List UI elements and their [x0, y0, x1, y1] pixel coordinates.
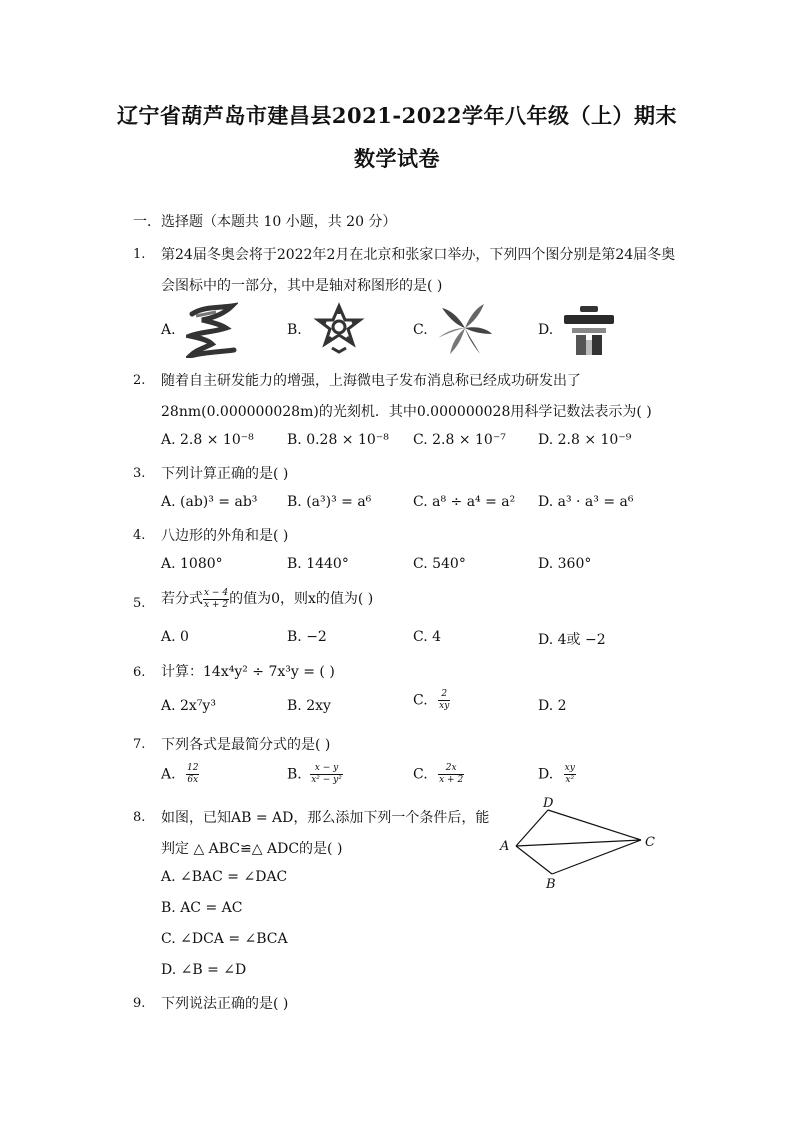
option-d: D. 360°	[538, 556, 592, 572]
option-label: D.	[538, 766, 554, 783]
question-text: 八边形的外角和是( )	[161, 528, 289, 544]
fraction-denominator: xy	[439, 701, 450, 711]
option-label: C.	[413, 322, 428, 338]
question-number: 9.	[133, 996, 146, 1011]
fraction	[438, 690, 450, 711]
point-label-d: D	[543, 796, 554, 811]
point-label-b: B	[546, 877, 556, 892]
option-a: A. 0	[161, 629, 189, 645]
option-label: C.	[413, 692, 428, 709]
page-title: 辽宁省葫芦岛市建昌县2021-2022学年八年级（上）期末	[116, 103, 678, 128]
option-a	[161, 764, 199, 785]
point-label-c: C	[645, 835, 655, 850]
question-text: 第24届冬奥会将于2022年2月在北京和张家口举办，下列四个图分别是第24届冬奥	[161, 247, 676, 263]
snowflake-icon	[312, 302, 366, 360]
question-text: 会图标中的一部分，其中是轴对称图形的是( )	[161, 278, 443, 294]
question-text: 下列计算正确的是( )	[161, 466, 289, 482]
question-number: 2.	[133, 373, 146, 388]
question-number: 6.	[133, 665, 146, 680]
fraction	[564, 764, 576, 785]
fraction-numerator: 2	[438, 690, 450, 701]
option-c: C. 2.8 × 10⁻⁷	[413, 432, 506, 448]
question-number: 7.	[133, 737, 146, 752]
fraction	[186, 764, 199, 785]
flower-brush-icon	[436, 300, 494, 362]
question-text: 计算：14x⁴y² ÷ 7x³y = ( )	[161, 664, 335, 680]
question-number: 1.	[133, 247, 146, 262]
question-text: 28nm(0.000000028m)的光刻机．其中0.000000028用科学记数法表示为( )	[161, 404, 652, 420]
option-b	[287, 764, 343, 785]
question-text-post: 的值为0，则x的值为( )	[229, 591, 374, 607]
option-c: C. ∠DCA = ∠BCA	[161, 931, 288, 947]
option-c: C. 540°	[413, 556, 466, 572]
segment-ac	[516, 840, 641, 846]
fraction-numerator: x − 4	[204, 587, 229, 598]
option-b: B. AC = AC	[161, 900, 243, 916]
option-label: B.	[287, 322, 302, 338]
option-label: A.	[161, 322, 176, 338]
option-d: D. 2.8 × 10⁻⁹	[538, 432, 632, 448]
option-c: C. a⁸ ÷ a⁴ = a²	[413, 494, 516, 510]
inukshuk-icon	[562, 304, 616, 360]
winter-sport-brush-icon	[186, 302, 238, 362]
option-c	[413, 764, 464, 785]
option-d: D. 2	[538, 698, 567, 714]
fraction-denominator: x + 2	[204, 599, 229, 610]
option-a: A. 2.8 × 10⁻⁸	[161, 432, 254, 448]
fraction	[310, 764, 343, 785]
fraction-denominator: 6x	[187, 775, 199, 785]
option-c	[413, 690, 450, 711]
option-label: B.	[287, 766, 302, 783]
option-b: B. 2xy	[287, 698, 331, 714]
question-number: 3.	[133, 466, 146, 481]
section-heading: 一．选择题（本题共 10 小题，共 20 分）	[133, 214, 397, 230]
question-number: 8.	[133, 810, 146, 825]
segment-dc	[548, 810, 641, 840]
point-label-a: A	[500, 839, 510, 854]
fraction-numerator: xy	[564, 763, 575, 773]
page-subtitle: 数学试卷	[354, 146, 440, 171]
option-a: A. 2x⁷y³	[161, 698, 216, 714]
option-b: B. −2	[287, 629, 327, 645]
fraction-denominator: x²	[565, 775, 575, 785]
option-d	[538, 764, 576, 785]
question-text: 判定 △ ABC≌△ ADC的是( )	[161, 841, 343, 857]
option-b: B. 1440°	[287, 556, 349, 572]
fraction-numerator: 12	[187, 763, 199, 773]
segment-bc	[552, 840, 641, 874]
option-b: B. 0.28 × 10⁻⁸	[287, 432, 389, 448]
option-label: A.	[161, 766, 176, 783]
option-label: D.	[538, 322, 554, 338]
question-text: 下列各式是最简分式的是( )	[161, 737, 331, 753]
question-text-pre: 若分式	[161, 591, 203, 607]
quadrilateral-diagram	[496, 796, 666, 900]
option-b: B. (a³)³ = a⁶	[287, 494, 372, 510]
fraction-denominator: x + 2	[439, 775, 464, 785]
question-text	[161, 588, 373, 610]
option-a: A. (ab)³ = ab³	[161, 494, 258, 510]
question-number: 4.	[133, 528, 146, 543]
question-text: 随着自主研发能力的增强，上海微电子发布消息称已经成功研发出了	[161, 373, 581, 389]
option-a: A. ∠BAC = ∠DAC	[161, 869, 288, 885]
option-c: C. 4	[413, 629, 442, 645]
fraction-denominator: x² − y²	[311, 775, 342, 785]
question-number: 5.	[133, 596, 146, 611]
option-d: D. 4或 −2	[538, 632, 606, 648]
segment-ad	[516, 810, 548, 846]
option-a: A. 1080°	[161, 556, 223, 572]
option-label: C.	[413, 766, 428, 783]
segment-ab	[516, 846, 552, 874]
option-d: D. ∠B = ∠D	[161, 962, 247, 978]
question-text: 下列说法正确的是( )	[161, 996, 289, 1012]
fraction	[438, 764, 464, 785]
fraction-numerator: 2x	[438, 764, 464, 775]
option-d: D. a³ · a³ = a⁶	[538, 494, 634, 510]
question-text: 如图，已知AB = AD，那么添加下列一个条件后，能	[161, 810, 490, 826]
fraction	[203, 589, 229, 610]
fraction-numerator: x − y	[310, 764, 343, 775]
